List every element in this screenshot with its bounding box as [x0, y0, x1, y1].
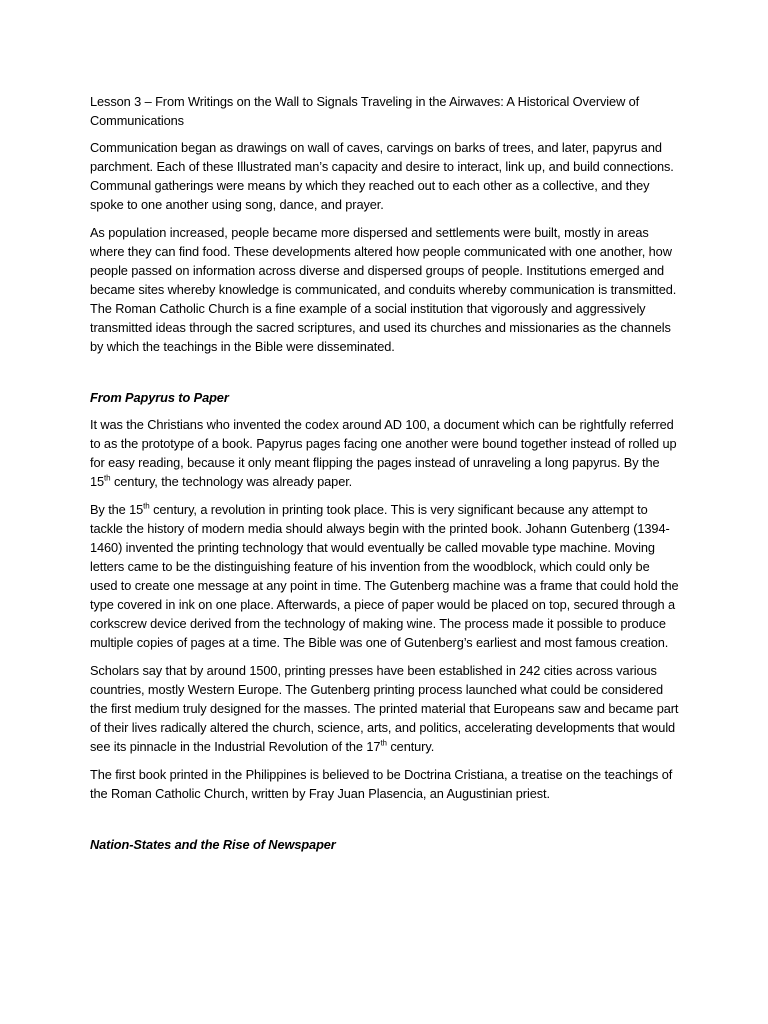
superscript: th	[104, 473, 111, 483]
document-page	[90, 92, 680, 862]
intro-paragraph-2: As population increased, people became more dispersed and settlements were built, mostly in areas where they can find food. These developments altered how people communicated with one another, how people passed on information across diverse and dispersed groups of people. Institutions emerged and became sites whereby knowledge is communicated, and conduits whereby communication is transmitted. The Roman Catholic Church is a fine example of a social institution that vigorously and aggressively transmitted ideas through the sacred scriptures, and used its churches and missionaries as the channels by which the teachings in the Bible were disseminated.	[90, 225, 677, 354]
intro-paragraph-1: Communication began as drawings on wall of caves, carvings on barks of trees, and later, papyrus and parchment. Each of these Illustrated man’s capacity and desire to interact, link up, and build connections. Communal gatherings were means by which they reached out to each other as a collective, and they spoke to one another using song, dance, and prayer.	[90, 140, 674, 212]
text-run: century.	[386, 739, 435, 754]
papyrus-paragraph-4: The first book printed in the Philippines is believed to be Doctrina Cristiana, a treatise on the teachings of the Roman Catholic Church, written by Fray Juan Plasencia, an Augustinian priest.	[90, 767, 673, 801]
text-run: It was the Christians who invented the codex around AD 100, a document which can be rightfully referred to as the prototype of a book. Papyrus pages facing one another were bound together instead of rolled up for easy reading, because it only meant flipping the pages instead of unraveling a long papyrus. By the 15	[90, 417, 677, 489]
papyrus-paragraph-1	[90, 415, 680, 491]
text-run: century, a revolution in printing took place. This is very significant because any attempt to tackle the history of modern media should always begin with the printed book. Johann Gutenberg (1394-1460) invented the printing technology that would eventually be called movable type machine. Moving letters came to be the distinguishing feature of his invention from the woodblock, which could only be used to create one message at any point in time. The Gutenberg machine was a frame that could hold the type covered in ink on one place. Afterwards, a piece of paper would be placed on top, secured through a corkscrew device derived from the technology of making wine. The process made it possible to produce multiple copies of pages at a time. The Bible was one of Gutenberg’s earliest and most famous creation.	[90, 502, 679, 650]
superscript: th	[143, 501, 150, 511]
papyrus-paragraph-2	[90, 500, 680, 652]
text-run: century, the technology was already paper.	[110, 474, 353, 489]
section-heading-newspaper: Nation-States and the Rise of Newspaper	[90, 837, 336, 852]
text-run: Scholars say that by around 1500, printing presses have been established in 242 cities across various countries, mostly Western Europe. The Gutenberg printing process launched what could be considered the first medium truly designed for the masses. The printed material that Europeans saw and became part of their lives radically altered the church, science, arts, and politics, accelerating developments that would see its pinnacle in the Industrial Revolution of the 17	[90, 663, 679, 754]
papyrus-paragraph-3	[90, 661, 680, 756]
superscript: th	[380, 738, 387, 748]
lesson-title: Lesson 3 – From Writings on the Wall to Signals Traveling in the Airwaves: A Historical Overview of Communications	[90, 94, 640, 128]
text-run: By the 15	[90, 502, 144, 517]
section-heading-papyrus: From Papyrus to Paper	[90, 390, 229, 405]
